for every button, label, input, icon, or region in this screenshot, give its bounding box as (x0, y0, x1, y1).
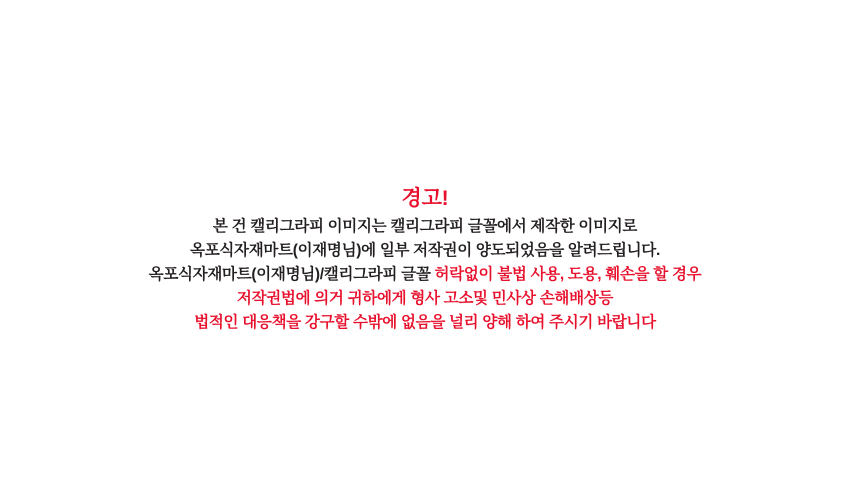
notice-line-4 (0, 287, 850, 311)
notice-line-2 (0, 239, 850, 263)
notice-line-5-segment-1: 법적인 대응책을 강구할 수밖에 없음을 널리 양해 하여 주시기 바랍니다 (194, 314, 656, 331)
notice-line-1 (0, 215, 850, 239)
notice-line-5 (0, 311, 850, 335)
notice-line-3-segment-2: 허락없이 불법 사용, 도용, 훼손을 할 경우 (434, 266, 702, 283)
notice-line-4-segment-1: 저작권법에 의거 귀하에게 형사 고소및 민사상 손해배상등 (236, 290, 614, 307)
notice-line-3-segment-1: 옥포식자재마트(이재명님)/캘리그라피 글꼴 (148, 266, 435, 283)
notice-line-1-segment-1: 본 건 캘리그라피 이미지는 캘리그라피 글꼴에서 제작한 이미지로 (212, 218, 638, 235)
notice-title: 경고! (401, 187, 449, 210)
notice-line-3 (0, 263, 850, 287)
notice-line-2-segment-1: 옥포식자재마트(이재명님)에 일부 저작권이 양도되었음을 알려드립니다. (190, 242, 660, 259)
copyright-warning-notice (0, 186, 850, 335)
